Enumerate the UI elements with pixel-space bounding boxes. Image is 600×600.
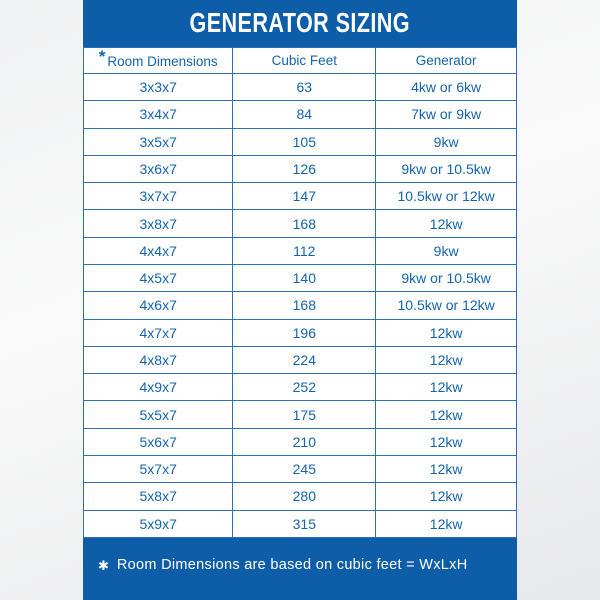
room-dimensions-cell: 5x5x7: [84, 401, 233, 428]
cubic-feet-cell: 280: [233, 483, 376, 510]
room-dimensions-cell: 5x7x7: [84, 455, 233, 482]
room-dimensions-cell: 3x3x7: [84, 74, 233, 101]
table-header: [84, 48, 517, 74]
cubic-feet-cell: 147: [233, 183, 376, 210]
table-row: [84, 237, 517, 264]
generator-cell: 9kw or 10.5kw: [376, 264, 517, 291]
room-dimensions-cell: 4x9x7: [84, 374, 233, 401]
header-cubic-feet-label: Cubic Feet: [271, 53, 337, 68]
header-generator-label: Generator: [415, 53, 477, 68]
header-room-dimensions: [84, 48, 233, 74]
room-dimensions-cell: 4x4x7: [84, 237, 233, 264]
poster-title: GENERATOR SIZING: [189, 7, 411, 39]
room-dimensions-cell: 4x5x7: [84, 264, 233, 291]
table-row: [84, 128, 517, 155]
generator-cell: 12kw: [376, 483, 517, 510]
generator-cell: 12kw: [376, 346, 517, 373]
cubic-feet-cell: 175: [233, 401, 376, 428]
room-dimensions-cell: 5x8x7: [84, 483, 233, 510]
room-dimensions-cell: 3x4x7: [84, 101, 233, 128]
footnote-band: [83, 538, 517, 600]
room-dimensions-cell: 3x7x7: [84, 183, 233, 210]
table-row: [84, 292, 517, 319]
asterisk-mark: *: [98, 47, 106, 66]
generator-cell: 7kw or 9kw: [376, 101, 517, 128]
table-row: [84, 319, 517, 346]
room-dimensions-cell: 4x8x7: [84, 346, 233, 373]
table-row: [84, 401, 517, 428]
table-body: [84, 74, 517, 538]
room-dimensions-cell: 4x6x7: [84, 292, 233, 319]
generator-cell: 12kw: [376, 401, 517, 428]
cubic-feet-cell: 63: [233, 74, 376, 101]
room-dimensions-cell: 5x9x7: [84, 510, 233, 538]
generator-cell: 12kw: [376, 510, 517, 538]
generator-cell: 9kw: [376, 128, 517, 155]
table-row: [84, 183, 517, 210]
cubic-feet-cell: 252: [233, 374, 376, 401]
table-row: [84, 101, 517, 128]
cubic-feet-cell: 126: [233, 155, 376, 182]
room-dimensions-cell: 3x8x7: [84, 210, 233, 237]
table-row: [84, 510, 517, 538]
table-row: [84, 455, 517, 482]
table-row: [84, 155, 517, 182]
footnote-text: Room Dimensions are based on cubic feet = WxLxH: [116, 557, 468, 573]
cubic-feet-cell: 210: [233, 428, 376, 455]
cubic-feet-cell: 112: [233, 237, 376, 264]
cubic-feet-cell: 84: [233, 101, 376, 128]
room-dimensions-cell: 4x7x7: [84, 319, 233, 346]
cubic-feet-cell: 168: [233, 210, 376, 237]
table-row: [84, 374, 517, 401]
header-room-dimensions-label: Room Dimensions: [107, 53, 218, 69]
header-generator: [376, 48, 517, 74]
header-cubic-feet: [233, 48, 376, 74]
table-row: [84, 74, 517, 101]
generator-cell: 12kw: [376, 210, 517, 237]
sizing-table: [83, 47, 517, 538]
table-row: [84, 428, 517, 455]
table-header-row: [84, 48, 517, 74]
room-dimensions-cell: 3x5x7: [84, 128, 233, 155]
generator-cell: 9kw: [376, 237, 517, 264]
cubic-feet-cell: 140: [233, 264, 376, 291]
generator-cell: 10.5kw or 12kw: [376, 183, 517, 210]
generator-cell: 12kw: [376, 374, 517, 401]
cubic-feet-cell: 105: [233, 128, 376, 155]
poster-title-band: [83, 0, 517, 47]
table-row: [84, 210, 517, 237]
cubic-feet-cell: 224: [233, 346, 376, 373]
footnote-asterisk: ✱: [98, 557, 109, 573]
generator-cell: 12kw: [376, 455, 517, 482]
room-dimensions-cell: 3x6x7: [84, 155, 233, 182]
table-row: [84, 346, 517, 373]
generator-cell: 4kw or 6kw: [376, 74, 517, 101]
generator-cell: 9kw or 10.5kw: [376, 155, 517, 182]
cubic-feet-cell: 168: [233, 292, 376, 319]
cubic-feet-cell: 315: [233, 510, 376, 538]
table-row: [84, 483, 517, 510]
generator-cell: 12kw: [376, 319, 517, 346]
table-row: [84, 264, 517, 291]
generator-cell: 12kw: [376, 428, 517, 455]
generator-cell: 10.5kw or 12kw: [376, 292, 517, 319]
generator-sizing-poster: [83, 0, 517, 600]
cubic-feet-cell: 196: [233, 319, 376, 346]
room-dimensions-cell: 5x6x7: [84, 428, 233, 455]
cubic-feet-cell: 245: [233, 455, 376, 482]
